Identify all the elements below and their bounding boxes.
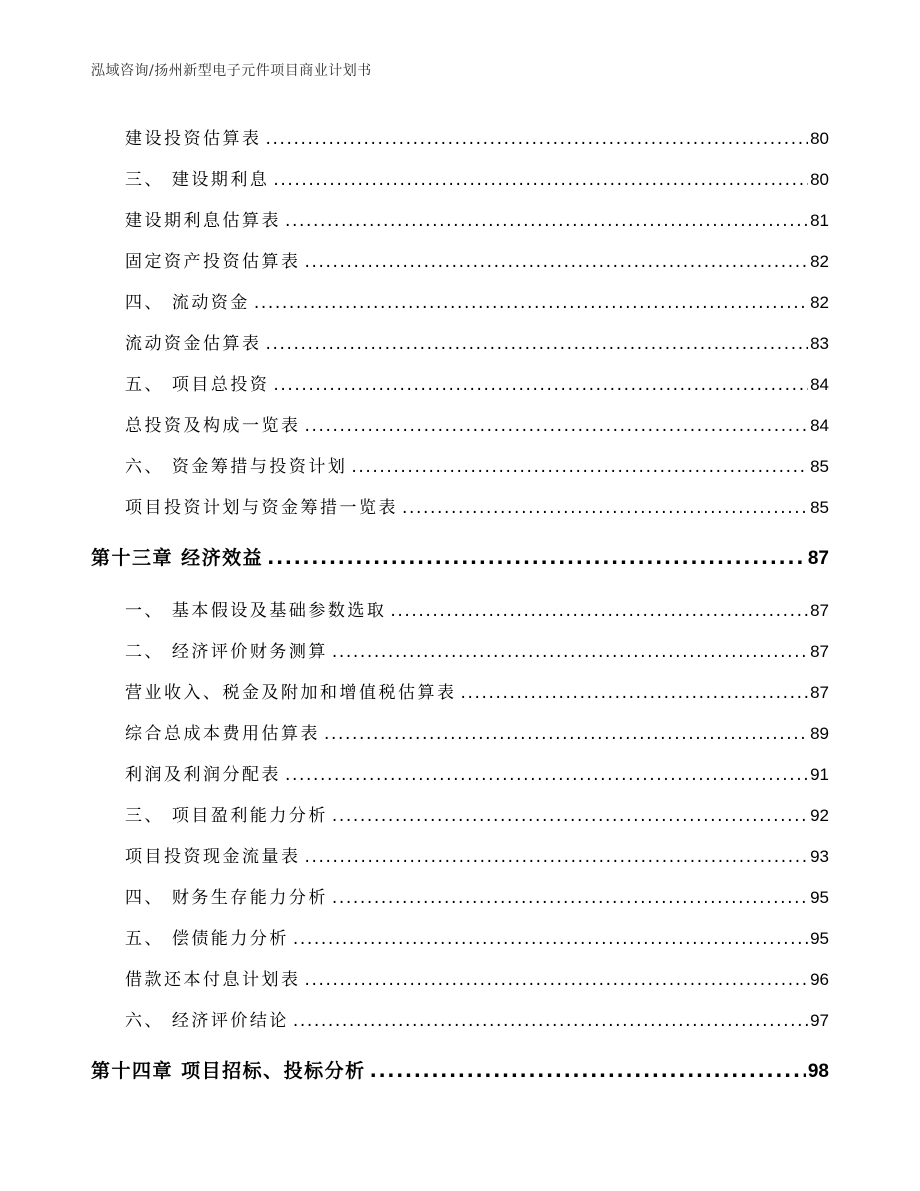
toc-entry[interactable] — [125, 452, 829, 477]
toc-dot-leader — [402, 498, 808, 518]
toc-entry-label: 项目投资现金流量表 — [125, 847, 301, 867]
toc-dot-leader — [266, 334, 809, 354]
toc-entry-page: 95 — [810, 888, 829, 907]
toc-dot-leader — [305, 970, 809, 990]
toc-chapter-page: 87 — [807, 548, 829, 569]
toc-dot-leader — [305, 252, 809, 272]
toc-entry-page: 92 — [810, 806, 829, 825]
toc-entry[interactable] — [125, 596, 829, 621]
toc-entry-label: 二、 经济评价财务测算 — [125, 642, 328, 662]
toc-entry-label: 项目投资计划与资金筹措一览表 — [125, 498, 398, 518]
toc-entry[interactable] — [125, 329, 829, 354]
toc-entry[interactable] — [125, 206, 829, 231]
toc-dot-leader — [267, 547, 806, 569]
running-header: 泓域咨询/扬州新型电子元件项目商业计划书 — [91, 63, 372, 79]
toc-entry[interactable] — [125, 637, 829, 662]
toc-dot-leader — [305, 416, 809, 436]
toc-entry[interactable] — [125, 493, 829, 518]
toc-entry-label: 六、 资金筹措与投资计划 — [125, 457, 348, 477]
toc-entry-label: 三、 项目盈利能力分析 — [125, 806, 328, 826]
toc-entry-page: 82 — [810, 293, 829, 312]
toc-entry-label: 固定资产投资估算表 — [125, 252, 301, 272]
toc-dot-leader — [266, 129, 809, 149]
toc-entry-page: 91 — [810, 765, 829, 784]
toc-entry-label: 综合总成本费用估算表 — [125, 724, 320, 744]
toc-dot-leader — [273, 375, 808, 395]
toc-entry-page: 82 — [810, 252, 829, 271]
toc-dot-leader — [390, 601, 808, 621]
toc-dot-leader — [351, 457, 808, 477]
toc-dot-leader — [324, 724, 808, 744]
toc-entry-page: 85 — [810, 457, 829, 476]
toc-dot-leader — [461, 683, 809, 703]
toc-dot-leader — [254, 293, 808, 313]
toc-entry[interactable] — [125, 247, 829, 272]
toc-entry-page: 81 — [810, 211, 829, 230]
toc-entry-label: 利润及利润分配表 — [125, 765, 281, 785]
toc-entry-page: 93 — [810, 847, 829, 866]
toc-entry[interactable] — [125, 1006, 829, 1031]
toc-chapter-page: 98 — [807, 1061, 829, 1082]
toc-entry[interactable] — [125, 411, 829, 436]
toc-dot-leader — [273, 170, 808, 190]
toc-entry-label: 五、 项目总投资 — [125, 375, 270, 395]
toc-entry-page: 95 — [810, 929, 829, 948]
toc-entry-label: 一、 基本假设及基础参数选取 — [125, 601, 387, 621]
toc-entry-page: 85 — [810, 498, 829, 517]
toc-chapter-entry[interactable] — [91, 1056, 829, 1083]
toc-entry-label: 六、 经济评价结论 — [125, 1011, 289, 1031]
toc-entry[interactable] — [125, 883, 829, 908]
toc-entry[interactable] — [125, 288, 829, 313]
toc-entry[interactable] — [125, 965, 829, 990]
toc-entry-label: 五、 偿债能力分析 — [125, 929, 289, 949]
toc-entry-label: 四、 流动资金 — [125, 293, 250, 313]
toc-dot-leader — [285, 765, 808, 785]
toc-entry-label: 建设期利息估算表 — [125, 211, 281, 231]
toc-entry-page: 80 — [810, 170, 829, 189]
toc-chapter-entry[interactable] — [91, 543, 829, 570]
toc-entry-label: 四、 财务生存能力分析 — [125, 888, 328, 908]
toc-entry-page: 87 — [810, 642, 829, 661]
toc-chapter-label: 第十三章 经济效益 — [91, 547, 264, 569]
toc-entry[interactable] — [125, 165, 829, 190]
toc-entry-page: 89 — [810, 724, 829, 743]
toc-entry[interactable] — [125, 719, 829, 744]
toc-dot-leader — [293, 1011, 808, 1031]
toc-entry[interactable] — [125, 924, 829, 949]
toc-entry-label: 建设投资估算表 — [125, 129, 262, 149]
toc-entry-page: 97 — [810, 1011, 829, 1030]
toc-entry-page: 87 — [810, 601, 829, 620]
toc-entry[interactable] — [125, 842, 829, 867]
toc-entry-label: 总投资及构成一览表 — [125, 416, 301, 436]
toc-entry[interactable] — [125, 678, 829, 703]
toc-entry-page: 87 — [810, 683, 829, 702]
toc-dot-leader — [332, 806, 808, 826]
toc-dot-leader — [332, 888, 808, 908]
toc-entry-page: 84 — [810, 416, 829, 435]
toc-entry[interactable] — [125, 801, 829, 826]
toc-entry[interactable] — [125, 124, 829, 149]
toc-entry-page: 80 — [810, 129, 829, 148]
toc-dot-leader — [370, 1060, 806, 1082]
toc-entry-label: 流动资金估算表 — [125, 334, 262, 354]
toc-chapter-label: 第十四章 项目招标、投标分析 — [91, 1060, 366, 1082]
toc-dot-leader — [332, 642, 808, 662]
toc-entry[interactable] — [125, 370, 829, 395]
toc-entry-page: 96 — [810, 970, 829, 989]
toc-entry-label: 营业收入、税金及附加和增值税估算表 — [125, 683, 457, 703]
toc-entry-page: 83 — [810, 334, 829, 353]
toc-dot-leader — [293, 929, 808, 949]
toc-dot-leader — [285, 211, 808, 231]
toc-entry-label: 三、 建设期利息 — [125, 170, 270, 190]
toc-entry[interactable] — [125, 760, 829, 785]
toc-entry-page: 84 — [810, 375, 829, 394]
toc-dot-leader — [305, 847, 809, 867]
toc-entry-label: 借款还本付息计划表 — [125, 970, 301, 990]
